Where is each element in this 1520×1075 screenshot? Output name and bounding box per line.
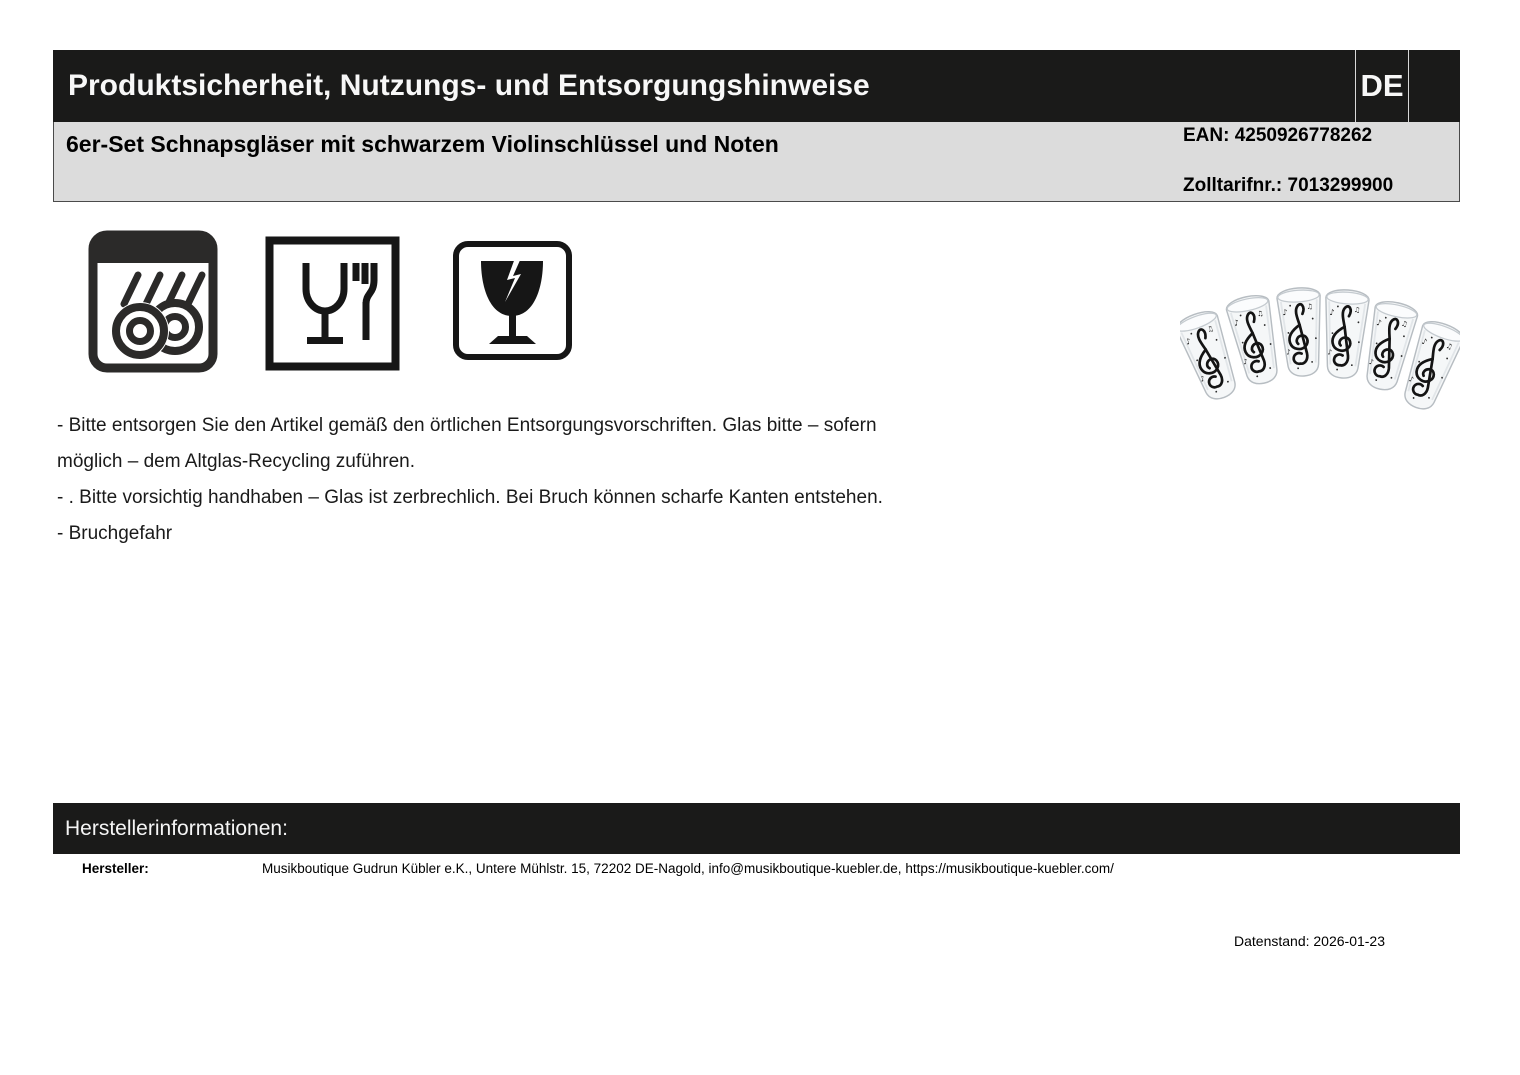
product-strip: [53, 122, 1460, 202]
manufacturer-value: Musikboutique Gudrun Kübler e.K., Untere Mühlstr. 15, 72202 DE-Nagold, info@musikboutique-kuebler.de, https://musikboutique-kuebler.com/: [262, 861, 1114, 876]
food-contact-safe-icon: [265, 236, 400, 371]
product-name: 6er-Set Schnapsgläser mit schwarzem Violinschlüssel und Noten: [66, 131, 779, 157]
manufacturer-label: Hersteller:: [82, 861, 149, 876]
dishwasher-safe-icon: [88, 230, 218, 373]
fragile-glass-icon: [452, 240, 573, 361]
note-line: - . Bitte vorsichtig handhaben – Glas ist zerbrechlich. Bei Bruch können scharfe Kanten entstehen.: [57, 487, 883, 508]
note-line: möglich – dem Altglas-Recycling zuführen.: [57, 451, 416, 472]
ean-number: EAN: 4250926778262: [1183, 125, 1373, 146]
safety-notes: [57, 408, 1067, 552]
manufacturer-section-bar: [53, 803, 1460, 854]
language-badge: DE: [1355, 50, 1409, 122]
page-title: Produktsicherheit, Nutzungs- und Entsorgungshinweise: [68, 69, 870, 102]
note-line: - Bruchgefahr: [57, 523, 173, 544]
data-status-date: Datenstand: 2026-01-23: [1234, 933, 1385, 949]
shot-glasses-photo: [1180, 283, 1460, 415]
note-line: - Bitte entsorgen Sie den Artikel gemäß den örtlichen Entsorgungsvorschriften. Glas bitte – sofern: [57, 415, 877, 436]
manufacturer-section-title: Herstellerinformationen:: [65, 817, 288, 840]
header-bar: [53, 50, 1460, 122]
tariff-number: Zolltarifnr.: 7013299900: [1183, 175, 1394, 196]
